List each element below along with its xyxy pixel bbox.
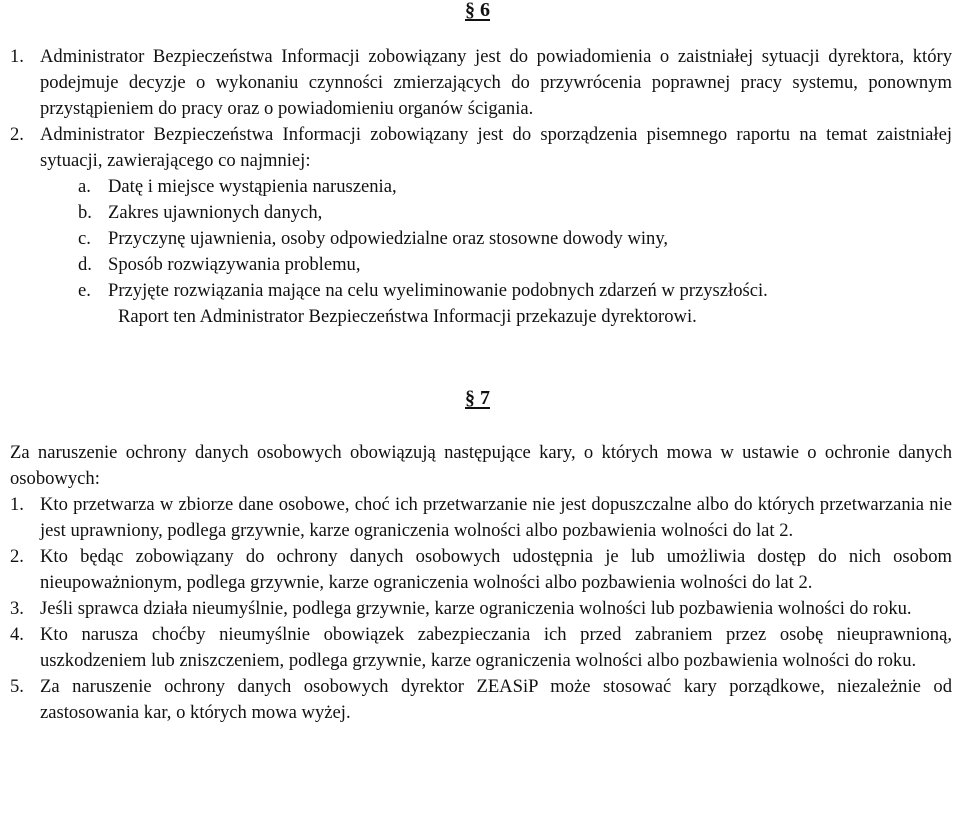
- sub-item: [10, 252, 952, 278]
- item-text: Administrator Bezpieczeństwa Informacji zobowiązany jest do powiadomienia o zaistniałej sytuacji dyrektora, który podejmuje decyzje o wykonaniu czynności zmierzających do przywrócenia poprawnej pracy systemu, ponownym przystąpieniem do pracy oraz o powiadomieniu organów ścigania.: [40, 46, 952, 119]
- list-item: [10, 44, 952, 122]
- sub-item-letter: d.: [78, 254, 92, 275]
- list-item: [10, 596, 952, 622]
- item-text: Kto narusza choćby nieumyślnie obowiązek zabezpieczania ich przed zabraniem przez osobę nieuprawnioną, uszkodzeniem lub zniszczeniem, podlega grzywnie, karze ograniczenia wolności albo pozbawienia wolności do roku.: [40, 624, 952, 671]
- item-text: Za naruszenie ochrony danych osobowych dyrektor ZEASiP może stosować kary porządkowe, niezależnie od zastosowania kar, o których mowa wyżej.: [40, 676, 952, 723]
- section-6-number: § 6: [465, 0, 490, 21]
- sub-item-letter: e.: [78, 280, 91, 301]
- sub-item: [10, 226, 952, 252]
- sub-item-letter: a.: [78, 176, 91, 197]
- sub-item: [10, 200, 952, 226]
- section-7-body: [10, 440, 952, 726]
- item-number: 1.: [10, 494, 24, 515]
- item-number: 2.: [10, 546, 24, 567]
- sub-item-text: Datę i miejsce wystąpienia naruszenia,: [108, 176, 397, 197]
- report-note: Raport ten Administrator Bezpieczeństwa Informacji przekazuje dyrektorowi.: [118, 306, 697, 327]
- item-number: 3.: [10, 598, 24, 619]
- sub-item: [10, 174, 952, 200]
- section-7-heading: [465, 386, 490, 410]
- item-number: 5.: [10, 676, 24, 697]
- sub-item: [10, 278, 952, 304]
- section-7-intro: Za naruszenie ochrony danych osobowych obowiązują następujące kary, o których mowa w ustawie o ochronie danych osobowych:: [10, 442, 952, 489]
- item-number: 1.: [10, 46, 24, 67]
- list-item: [10, 492, 952, 544]
- section-6-body: [10, 44, 952, 330]
- list-item: [10, 622, 952, 674]
- list-item: [10, 544, 952, 596]
- item-text: Kto przetwarza w zbiorze dane osobowe, choć ich przetwarzanie nie jest dopuszczalne albo do których przetwarzania nie jest uprawniony, podlega grzywnie, karze ograniczenia wolności albo pozbawienia wolności do lat 2.: [40, 494, 952, 541]
- sub-item-letter: b.: [78, 202, 92, 223]
- item-number: 4.: [10, 624, 24, 645]
- item-text: Administrator Bezpieczeństwa Informacji zobowiązany jest do sporządzenia pisemnego raportu na temat zaistniałej sytuacji, zawierającego co najmniej:: [40, 124, 952, 171]
- sub-item-text: Sposób rozwiązywania problemu,: [108, 254, 361, 275]
- sub-item-letter: c.: [78, 228, 91, 249]
- sub-item-text: Przyczynę ujawnienia, osoby odpowiedzialne oraz stosowne dowody winy,: [108, 228, 669, 249]
- list-item: [10, 674, 952, 726]
- sub-item-text: Zakres ujawnionych danych,: [108, 202, 323, 223]
- section-6-heading: [465, 0, 490, 22]
- item-number: 2.: [10, 124, 24, 145]
- sub-item-text: Przyjęte rozwiązania mające na celu wyeliminowanie podobnych zdarzeń w przyszłości.: [108, 280, 768, 301]
- item-text: Kto będąc zobowiązany do ochrony danych osobowych udostępnia je lub umożliwia dostęp do nich osobom nieupoważnionym, podlega grzywnie, karze ograniczenia wolności albo pozbawienia wolności do lat 2.: [40, 546, 952, 593]
- list-item: [10, 122, 952, 174]
- item-text: Jeśli sprawca działa nieumyślnie, podlega grzywnie, karze ograniczenia wolności lub pozbawienia wolności do roku.: [40, 598, 912, 619]
- section-7-number: § 7: [465, 387, 490, 409]
